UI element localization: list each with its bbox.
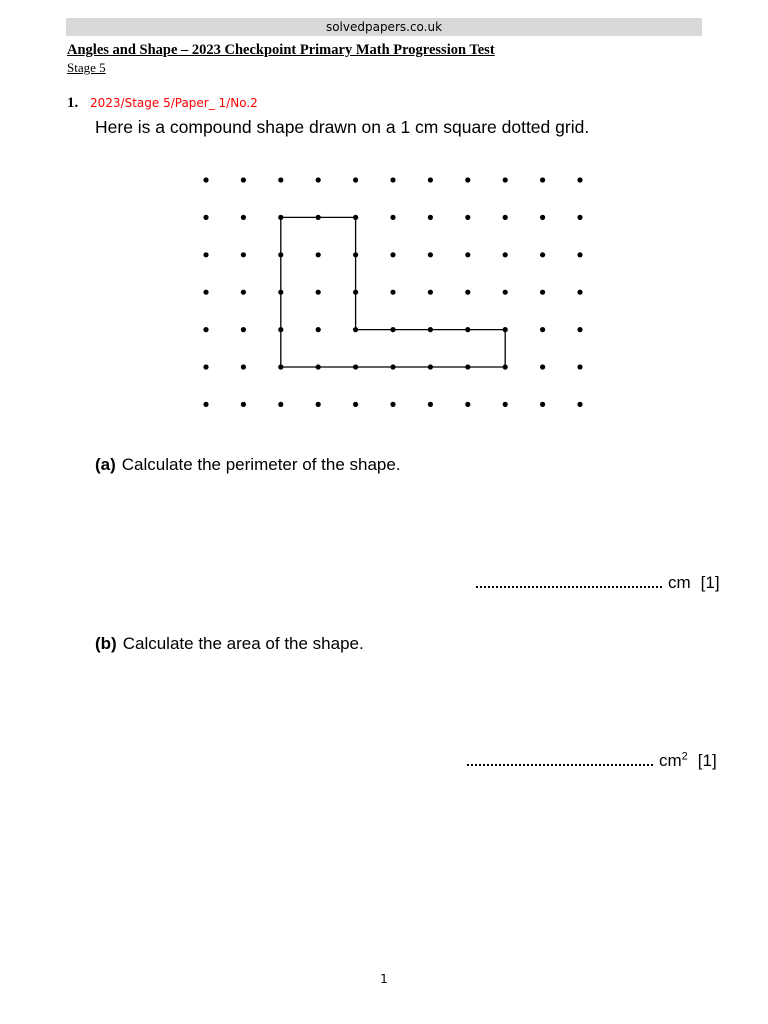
dotted-grid-figure [0,0,768,440]
grid-dot [316,215,321,220]
grid-dot [390,177,395,182]
grid-dot [353,177,358,182]
grid-dot [278,364,283,369]
grid-dot [465,364,470,369]
grid-dot [203,327,208,332]
grid-dot [577,177,582,182]
grid-dot [203,252,208,257]
grid-dot [428,252,433,257]
grid-dot [278,402,283,407]
unit-b: $cm^2$ [659,750,688,770]
grid-dot [577,364,582,369]
part-a-label: (a) [95,455,116,474]
grid-dot [390,290,395,295]
answer-line-b[interactable] [467,750,717,771]
unit-a: cm [668,572,691,592]
grid-dot [577,327,582,332]
grid-dot [465,215,470,220]
grid-dot [503,327,508,332]
grid-dot [503,290,508,295]
grid-dot [390,402,395,407]
grid-dot [540,364,545,369]
marks-b: [1] [697,750,717,770]
part-b-text: Calculate the area of the shape. [122,634,364,653]
grid-dot [278,327,283,332]
grid-dot [390,252,395,257]
grid-dot [203,402,208,407]
page-number: 1 [380,972,388,986]
grid-dot [278,177,283,182]
grid-dot [203,290,208,295]
grid-dot [428,402,433,407]
grid-dot [241,252,246,257]
grid-dot [540,327,545,332]
grid-dot [428,177,433,182]
grid-dot [316,177,321,182]
grid-dot [577,290,582,295]
grid-dot [577,252,582,257]
stage-label: Stage 5 [67,60,106,75]
grid-dot [428,327,433,332]
grid-dot [241,177,246,182]
grid-dot [278,252,283,257]
site-name: solvedpapers.co.uk [325,20,443,34]
marks-a: [1] [700,572,720,592]
grid-dot [577,215,582,220]
answer-dots-b[interactable] [467,754,653,766]
answer-line-a[interactable] [476,572,720,593]
document-title: Angles and Shape – 2023 Checkpoint Primary Math Progression Test [67,42,495,58]
grid-dot [465,327,470,332]
question-number: 1. [67,95,79,111]
grid-dot [540,402,545,407]
grid-dot [577,402,582,407]
grid-dot [316,402,321,407]
grid-dot [316,364,321,369]
grid-dot [203,364,208,369]
grid-dot [428,215,433,220]
grid-dot [241,327,246,332]
part-a-text: Calculate the perimeter of the shape. [121,455,401,474]
grid-dot [316,290,321,295]
grid-dot [540,290,545,295]
grid-dot [241,364,246,369]
grid-dot [316,327,321,332]
grid-dot [503,177,508,182]
grid-dot [503,252,508,257]
grid-dot [353,290,358,295]
grid-dot [353,252,358,257]
grid-dot [465,290,470,295]
grid-dot [241,402,246,407]
grid-dot [540,215,545,220]
grid-dot [428,364,433,369]
grid-dot [353,402,358,407]
grid-dot [353,364,358,369]
grid-dot [203,177,208,182]
grid-dot [353,215,358,220]
grid-dot [540,177,545,182]
grid-dot [316,252,321,257]
part-a [95,455,401,475]
grid-dot [390,215,395,220]
grid-dot [203,215,208,220]
grid-dot [503,215,508,220]
part-b [95,634,364,654]
grid-dot [465,177,470,182]
grid-dot [428,290,433,295]
grid-dot [465,402,470,407]
grid-dot [390,364,395,369]
grid-dot [390,327,395,332]
grid-dot [353,327,358,332]
grid-dot [278,215,283,220]
grid-dot [278,290,283,295]
question-intro: Here is a compound shape drawn on a 1 cm square dotted grid. [95,117,590,137]
grid-dot [503,364,508,369]
grid-dot [241,215,246,220]
part-b-label: (b) [95,634,117,653]
question-reference: 2023/Stage 5/Paper_ 1/No.2 [90,96,258,110]
grid-dot [241,290,246,295]
answer-dots-a[interactable] [476,576,662,588]
grid-dot [465,252,470,257]
grid-dot [503,402,508,407]
grid-dot [540,252,545,257]
